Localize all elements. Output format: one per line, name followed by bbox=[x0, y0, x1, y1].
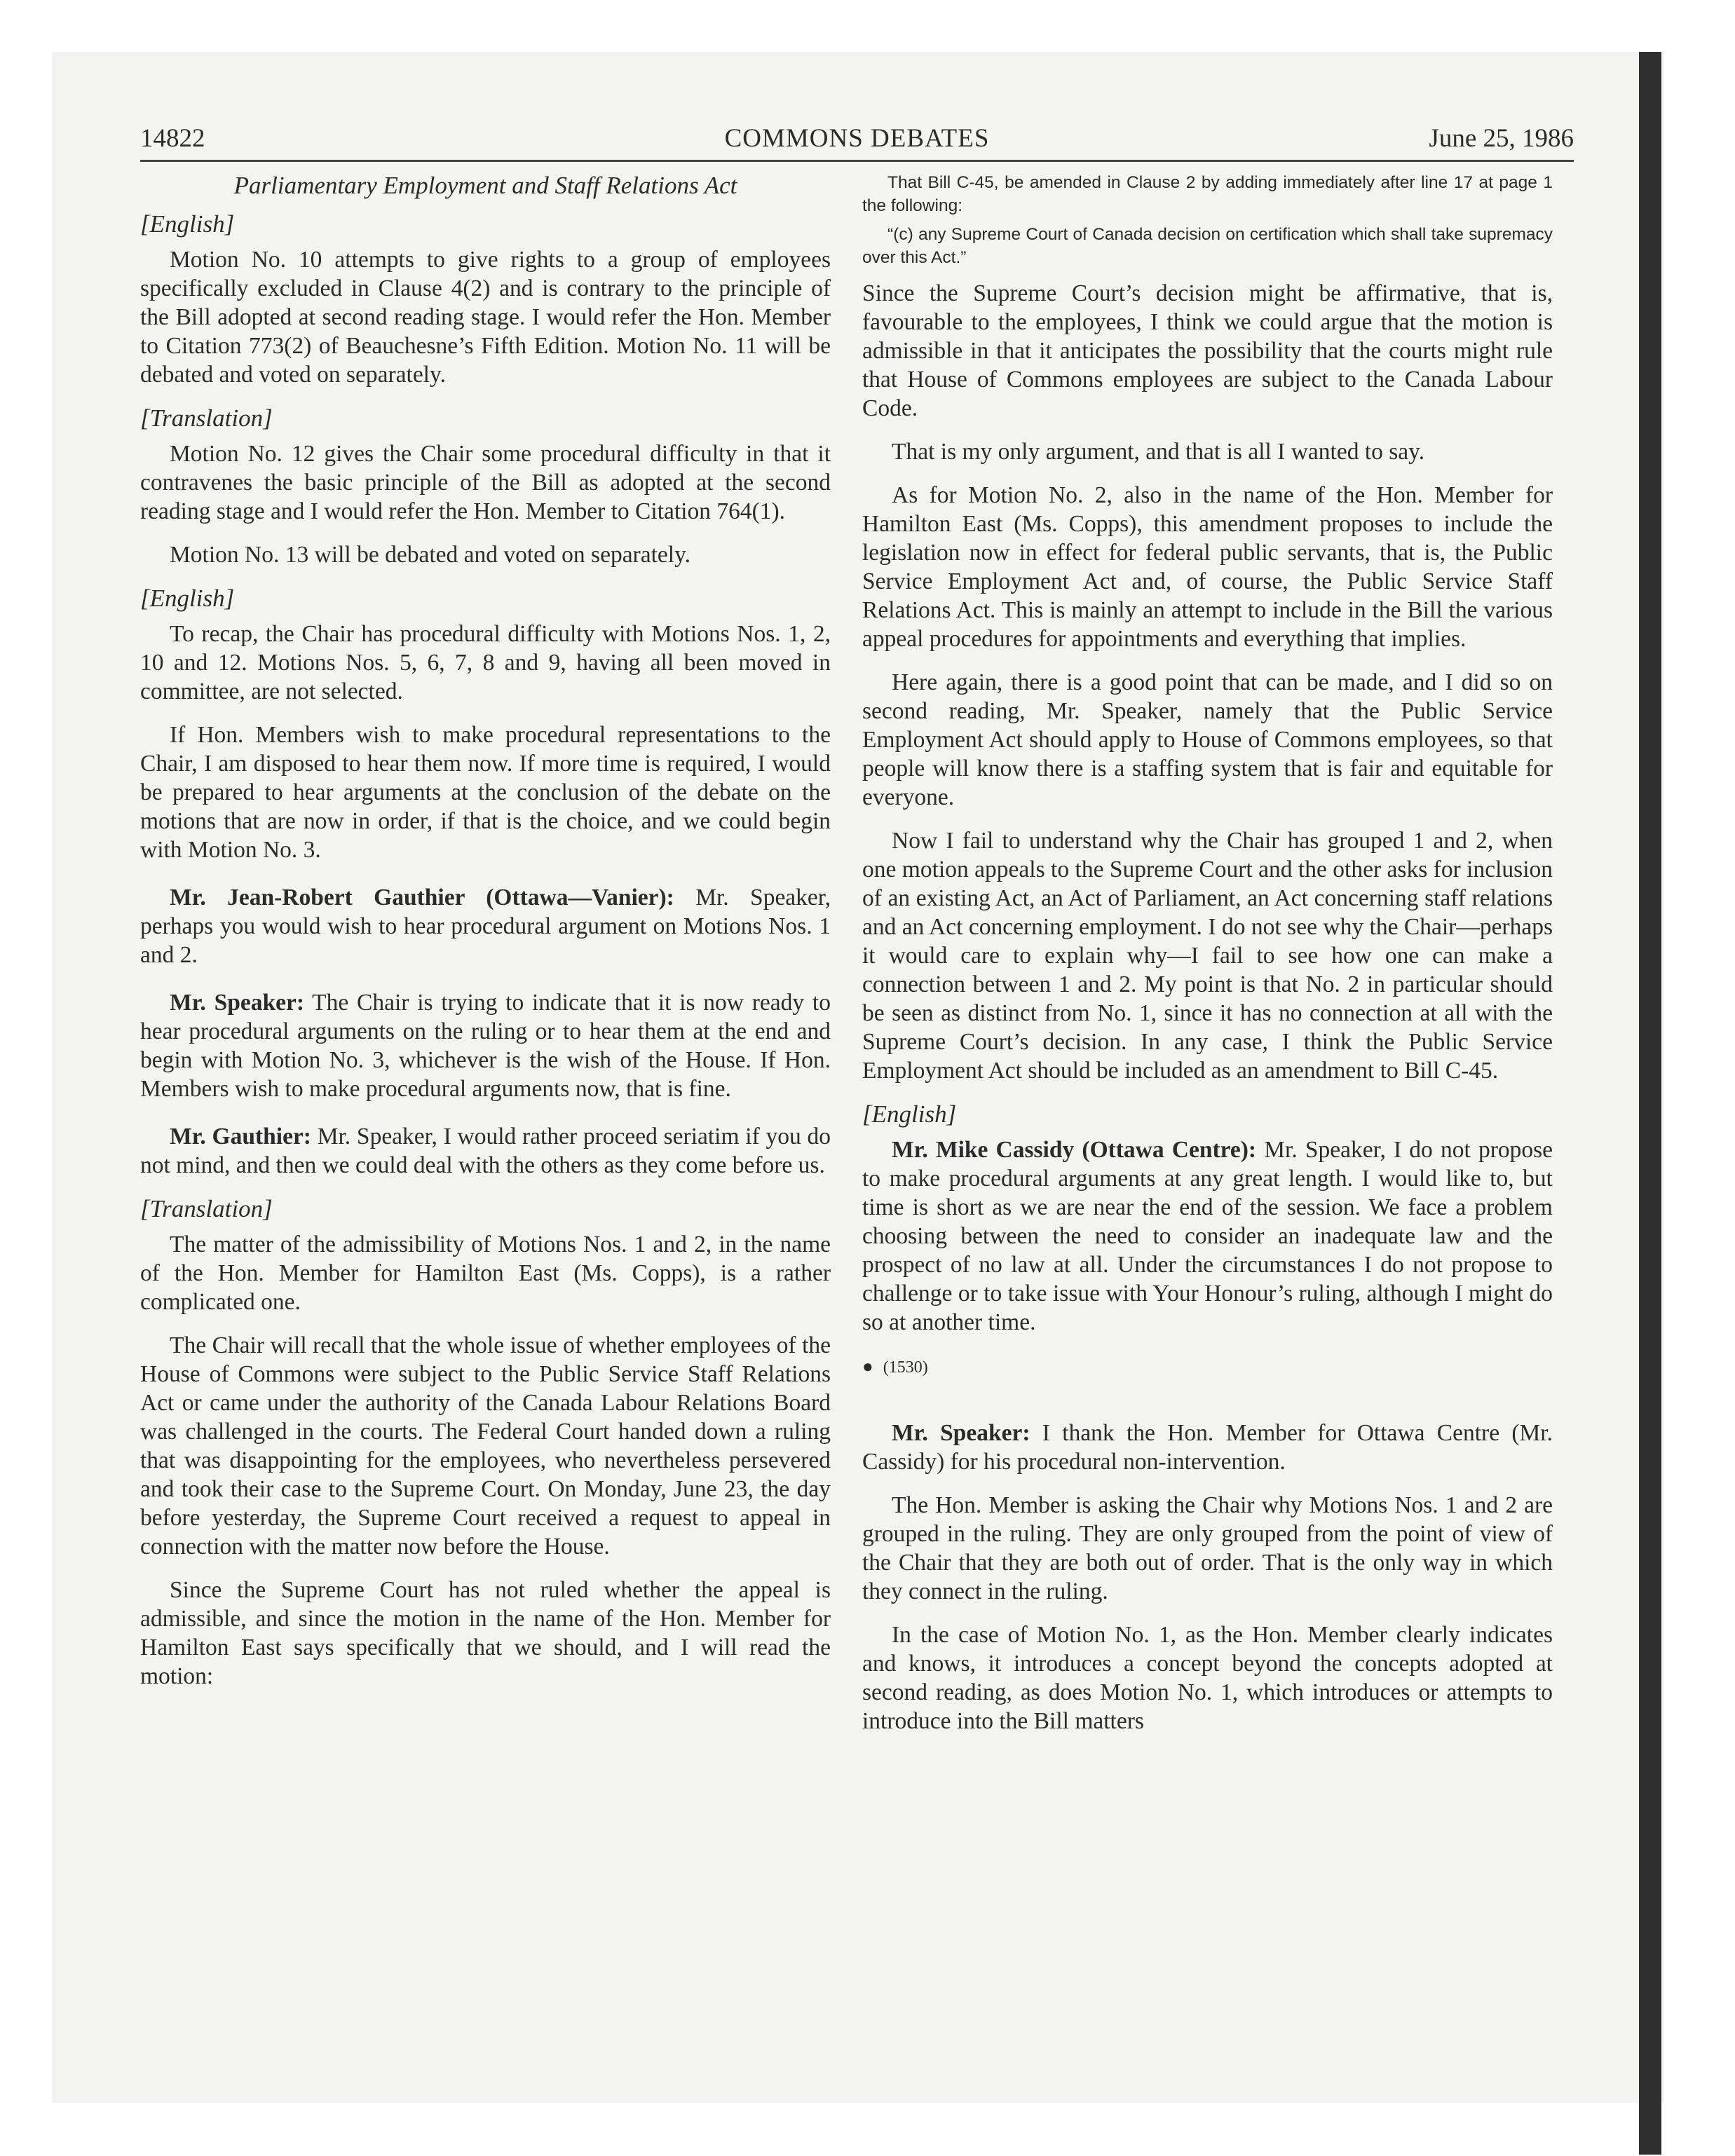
speaker-name: Mr. Mike Cassidy (Ottawa Centre): bbox=[892, 1137, 1257, 1163]
speaker-name: Mr. Jean-Robert Gauthier (Ottawa—Vanier): bbox=[170, 885, 674, 910]
motion-quote: “(c) any Supreme Court of Canada decision on certification which shall take supremacy over this Act.” bbox=[862, 225, 1553, 267]
speech-text: The Chair is trying to indicate that it is now ready to hear procedural arguments on the ruling or to hear them at the end and begin with Motion No. 3, whichever is the wish of the House. If Hon. Members wish to make procedural arguments now, that is fine. bbox=[140, 990, 831, 1102]
paragraph: That is my only argument, and that is all I wanted to say. bbox=[892, 439, 1425, 465]
speech-text: Mr. Speaker, I would rather proceed seriatim if you do not mind, and then we could deal with the others as they come before us. bbox=[140, 1124, 831, 1178]
paragraph: Motion No. 10 attempts to give rights to a group of employees specifically excluded in Clause 4(2) and is contrary to the principle of the Bill adopted at second reading stage. I would refer the Hon. Member to Citation 773(2) of Beauchesne’s Fifth Edition. Motion No. 11 will be debated and voted on separately. bbox=[140, 247, 831, 388]
paragraph: In the case of Motion No. 1, as the Hon. Member clearly indicates and knows, it introduces a concept beyond the concepts adopted at second reading, as does Motion No. 1, which introduces or attempts to introduce into the Bill matters bbox=[862, 1622, 1553, 1734]
speech-cassidy bbox=[862, 1135, 1553, 1337]
speech-text: Mr. Speaker, perhaps you would wish to hear procedural argument on Motions Nos. 1 and 2. bbox=[140, 885, 831, 968]
language-marker: [Translation] bbox=[140, 404, 273, 432]
speech-text: Mr. Speaker, I do not propose to make procedural arguments at any great length. I would like to, but time is short as we are near the end of the session. We face a problem choosing between the need to consider an inadequate law and the prospect of no law at all. Under the circumstances I do not propose to challenge or to take issue with Your Honour’s ruling, although I might do so at another time. bbox=[862, 1137, 1553, 1335]
page-header bbox=[140, 118, 1574, 162]
speaker-name: Mr. Speaker: bbox=[892, 1420, 1030, 1446]
language-marker: [English] bbox=[140, 210, 235, 238]
paragraph: If Hon. Members wish to make procedural representations to the Chair, I am disposed to hear them now. If more time is required, I would be prepared to hear arguments at the conclusion of the debate on the motions that are now in order, if that is the choice, and we could begin with Motion No. 3. bbox=[140, 722, 831, 863]
paragraph: To recap, the Chair has procedural difficulty with Motions Nos. 1, 2, 10 and 12. Motions Nos. 5, 6, 7, 8 and 9, having all been moved in committee, are not selected. bbox=[140, 621, 831, 704]
section-title: Parliamentary Employment and Staff Relations Act bbox=[233, 172, 737, 199]
right-column bbox=[862, 171, 1553, 1750]
speech-speaker bbox=[862, 1419, 1553, 1476]
speech-speaker bbox=[140, 988, 831, 1103]
paragraph: Since the Supreme Court has not ruled whether the appeal is admissible, and since the motion in the name of the Hon. Member for Hamilton East says specifically that we should, and I will read the motion: bbox=[140, 1577, 831, 1689]
paragraph: Since the Supreme Court’s decision might be affirmative, that is, favourable to the employees, I think we could argue that the motion is admissible in that it anticipates the possibility that the courts might rule that House of Commons employees are subject to the Canada Labour Code. bbox=[862, 280, 1553, 421]
motion-text bbox=[862, 171, 1553, 269]
language-marker: [Translation] bbox=[140, 1195, 273, 1222]
paragraph: The Chair will recall that the whole issue of whether employees of the House of Commons were subject to the Public Service Staff Relations Act or came under the authority of the Canada Labour Relations Board was challenged in the courts. The Federal Court handed down a ruling that was disappointing for the employees, who nevertheless persevered and took their case to the Supreme Court. On Monday, June 23, the day before yesterday, the Supreme Court received a request to appeal in connection with the matter now before the House. bbox=[140, 1332, 831, 1560]
paragraph: As for Motion No. 2, also in the name of the Hon. Member for Hamilton East (Ms. Copps), this amendment proposes to include the legislation now in effect for federal public servants, that is, the Public Service Employment Act and, of course, the Public Service Staff Relations Act. This is mainly an attempt to include in the Bill the various appeal procedures for appointments and everything that implies. bbox=[862, 482, 1553, 652]
language-marker: [English] bbox=[862, 1100, 957, 1128]
speech-text: I thank the Hon. Member for Ottawa Centre (Mr. Cassidy) for his procedural non-intervention. bbox=[862, 1420, 1553, 1475]
paragraph: Here again, there is a good point that can be made, and I did so on second reading, Mr. Speaker, namely that the Public Service Employment Act should apply to House of Commons employees, so that people will know there is a staffing system that is fair and equitable for everyone. bbox=[862, 669, 1553, 810]
publication-date: June 25, 1986 bbox=[1429, 124, 1574, 153]
timestamp-text: (1530) bbox=[883, 1358, 928, 1377]
paragraph: Now I fail to understand why the Chair has grouped 1 and 2, when one motion appeals to the Supreme Court and the other asks for inclusion of an existing Act, an Act of Parliament, an Act concerning staff relations and an Act concerning employment. I do not see why the Chair—perhaps it would care to explain why—I fail to see how one can make a connection between 1 and 2. My point is that No. 2 in particular should be seen as distinct from No. 1, since it has no connection at all with the Supreme Court’s decision. In any case, I think the Public Service Employment Act should be included as an amendment to Bill C-45. bbox=[862, 828, 1553, 1084]
speech-gauthier-2 bbox=[140, 1122, 831, 1180]
publication-title: COMMONS DEBATES bbox=[724, 124, 990, 153]
bullet-icon: ● bbox=[862, 1356, 873, 1377]
page-number: 14822 bbox=[140, 124, 205, 153]
timestamp bbox=[862, 1352, 1553, 1382]
paragraph: The matter of the admissibility of Motions Nos. 1 and 2, in the name of the Hon. Member for Hamilton East (Ms. Copps), is a rather complicated one. bbox=[140, 1231, 831, 1315]
left-column bbox=[140, 171, 831, 1705]
speaker-name: Mr. Speaker: bbox=[170, 990, 304, 1016]
speaker-name: Mr. Gauthier: bbox=[170, 1124, 311, 1149]
paragraph: Motion No. 12 gives the Chair some procedural difficulty in that it contravenes the basic principle of the Bill as adopted at the second reading stage and I would refer the Hon. Member to Citation 764(1). bbox=[140, 441, 831, 524]
motion-line: That Bill C-45, be amended in Clause 2 by adding immediately after line 17 at page 1 the following: bbox=[862, 173, 1553, 215]
scan-edge-bar bbox=[1639, 52, 1661, 2155]
paragraph: Motion No. 13 will be debated and voted on separately. bbox=[170, 542, 691, 568]
language-marker: [English] bbox=[140, 585, 235, 612]
speech-gauthier bbox=[140, 883, 831, 969]
paragraph: The Hon. Member is asking the Chair why Motions Nos. 1 and 2 are grouped in the ruling. They are only grouped from the point of view of the Chair that they are both out of order. That is the only way in which they connect in the ruling. bbox=[862, 1492, 1553, 1604]
